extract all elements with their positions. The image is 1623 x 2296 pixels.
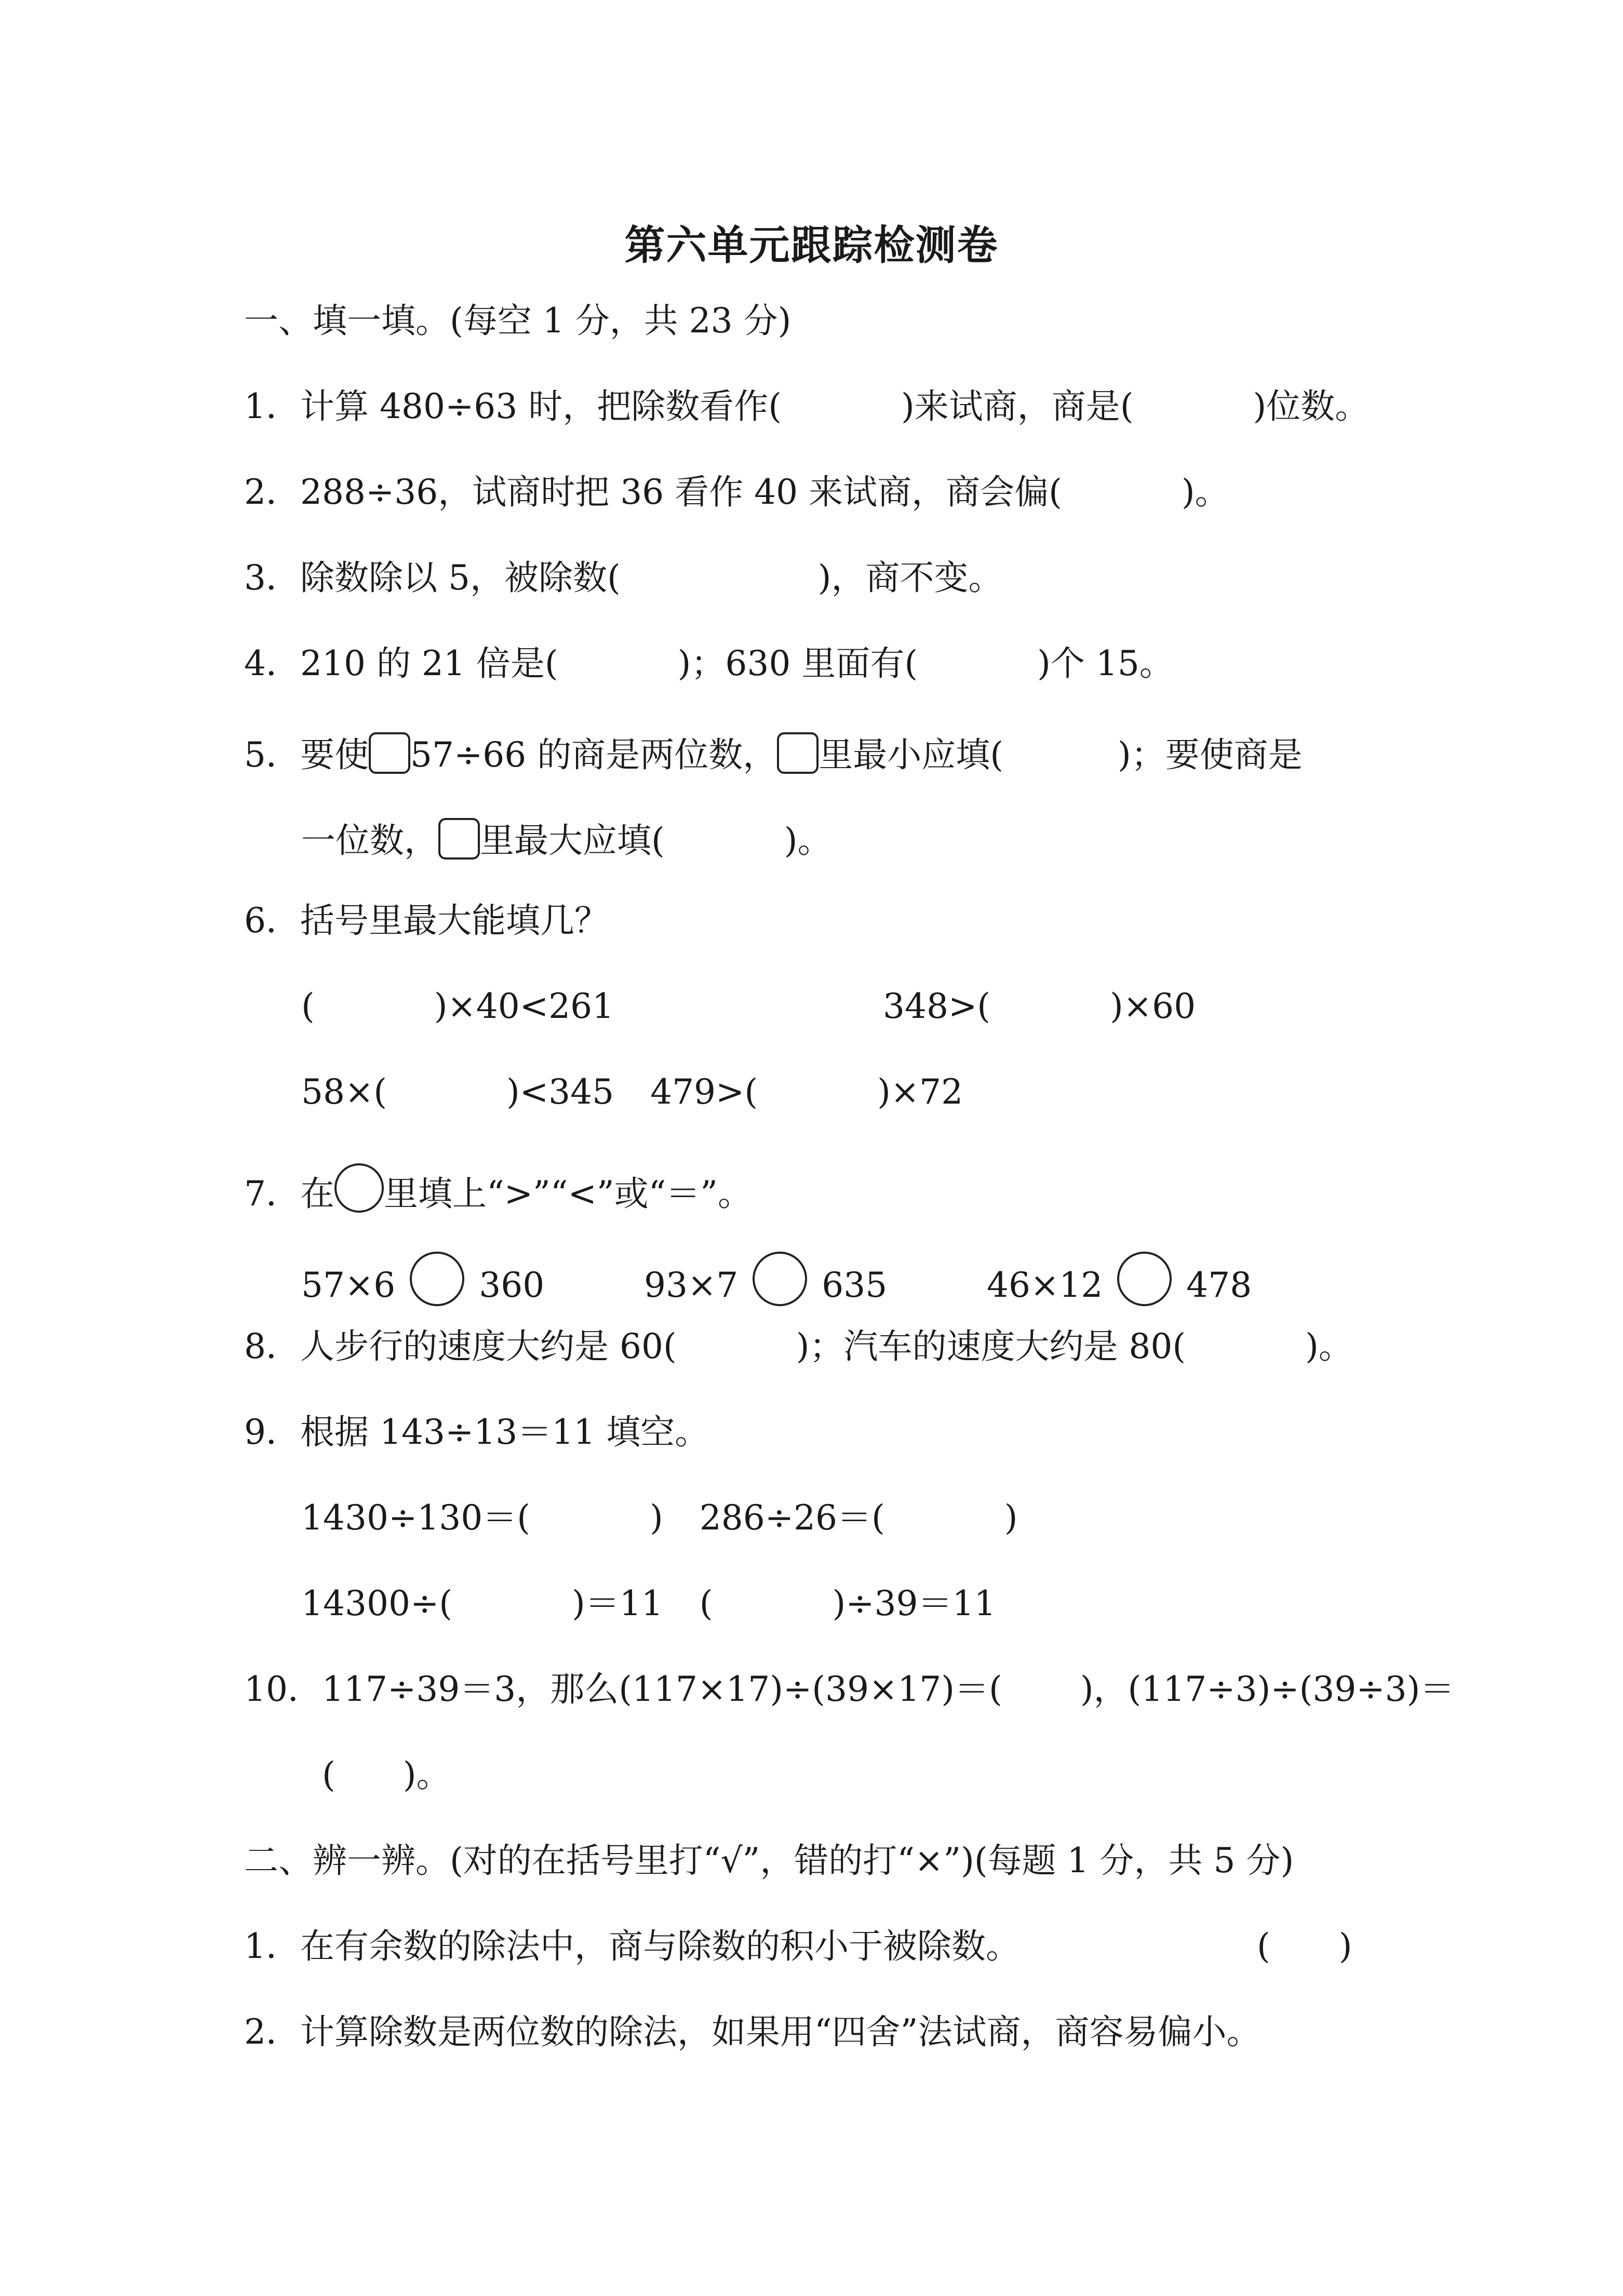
- question-6-row-1-left: ( )×40<261: [301, 986, 614, 1026]
- page-title: 第六单元跟踪检测卷: [624, 222, 999, 269]
- question-9: 9．根据 143÷13＝11 填空。: [244, 1412, 709, 1452]
- comparison-circle[interactable]: [753, 1252, 807, 1306]
- square-box-icon: [777, 732, 819, 774]
- question-6-row-1-right: 348>( )×60: [883, 986, 1196, 1026]
- judge-question-2: 2．计算除数是两位数的除法，如果用“四舍”法试商，商容易偏小。: [244, 2012, 1261, 2052]
- question-8: 8．人步行的速度大约是 60( )；汽车的速度大约是 80( )。: [244, 1326, 1353, 1366]
- question-5-continued: 一位数， 里最大应填( )。: [301, 818, 832, 860]
- question-6-row-2: 58×( )<345 479>( )×72: [301, 1072, 963, 1112]
- comparison-circle[interactable]: [410, 1252, 464, 1306]
- question-4: 4．210 的 21 倍是( )；630 里面有( )个 15。: [244, 643, 1174, 683]
- question-1: 1．计算 480÷63 时，把除数看作( )来试商，商是( )位数。: [244, 386, 1370, 426]
- question-5: 5．要使 57÷66 的商是两位数， 里最小应填( )；要使商是: [244, 732, 1303, 774]
- question-3: 3．除数除以 5，被除数( )，商不变。: [244, 558, 1003, 598]
- question-9-row-1: 1430÷130＝( ) 286÷26＝( ): [301, 1498, 1018, 1538]
- question-2: 2．288÷36，试商时把 36 看作 40 来试商，商会偏( )。: [244, 472, 1229, 512]
- question-10-continued: ( )。: [322, 1755, 451, 1795]
- circle-icon: [334, 1163, 384, 1213]
- question-7-expr-3: 46×12 478: [987, 1252, 1252, 1306]
- question-6: 6．括号里最大能填几？: [244, 901, 609, 941]
- section1-heading: 一、填一填。(每空 1 分，共 23 分): [244, 301, 792, 341]
- square-box-icon: [369, 732, 410, 774]
- section2-heading: 二、辨一辨。(对的在括号里打“√”，错的打“×”)(每题 1 分，共 5 分): [244, 1841, 1294, 1881]
- judge-answer-paren[interactable]: ( ): [1257, 1926, 1352, 1966]
- question-9-row-2: 14300÷( )＝11 ( )÷39＝11: [301, 1583, 996, 1623]
- judge-question-1: 1．在有余数的除法中，商与除数的积小于被除数。: [244, 1926, 1020, 1966]
- square-box-icon: [438, 818, 480, 860]
- question-10: 10．117÷39＝3，那么(117×17)÷(39×17)＝( )，(117÷3)÷(39÷3)＝: [244, 1669, 1455, 1709]
- question-7-expr-1: 57×6 360: [301, 1252, 544, 1306]
- comparison-circle[interactable]: [1117, 1252, 1172, 1306]
- question-7: 7．在 里填上“>”“<”或“＝”。: [244, 1163, 752, 1213]
- question-7-expr-2: 93×7 635: [644, 1252, 887, 1306]
